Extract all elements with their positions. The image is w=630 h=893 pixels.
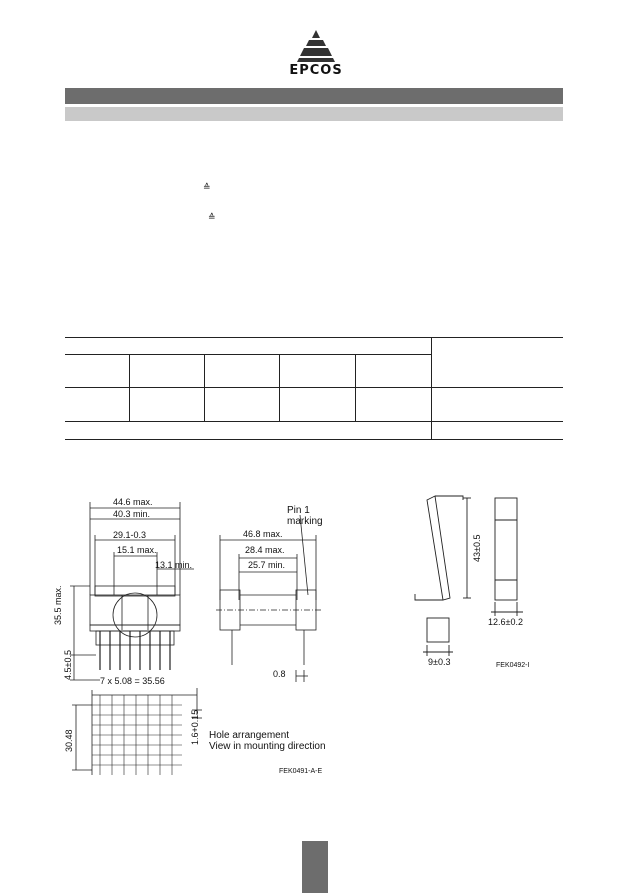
dim-9: 9±0.3 [428,657,451,667]
dim-4-5: 4.5±0.5 [63,650,73,680]
page-number-tab [302,841,328,893]
dim-43: 43±0.5 [472,534,482,562]
epcos-logo-icon [296,28,336,64]
dim-40-3: 40.3 min. [113,509,151,519]
drawing-code-2: FEK0492-I [496,662,530,669]
coil-former-front-drawing [212,500,332,685]
drawing-code-1: FEK0491-A-E [279,768,323,775]
title-bar [65,88,563,104]
pin1-label: Pin 1 [287,505,310,516]
dim-0-8: 0.8 [273,669,286,679]
symbol-1: ≙ [203,182,211,192]
dim-15-1: 15.1 max. [117,545,157,555]
logo-text: EPCOS [289,63,343,78]
dim-30-48: 30.48 [64,729,74,752]
dim-35-5: 35.5 max. [53,585,63,625]
pin1-label-2: marking [287,516,323,527]
dim-25-7: 25.7 min. [248,560,286,570]
hole-arrangement-label: Hole arrangement [209,730,290,741]
dim-28-4: 28.4 max. [245,545,285,555]
hole-arrangement-label-2: View in mounting direction [209,741,326,752]
dim-29-1: 29.1-0.3 [113,530,147,540]
dim-46-8: 46.8 max. [243,529,283,539]
dim-13-1: 13.1 min. [155,560,193,570]
dim-44-6: 44.6 max. [113,497,153,507]
dim-7x5-08: 7 x 5.08 = 35.56 [100,676,165,686]
symbol-2: ≙ [208,212,216,222]
dim-1-6: 1.6+0.15 [190,709,200,745]
dim-12-6: 12.6±0.2 [488,617,523,627]
subtitle-bar [65,107,563,121]
clamp-drawing [405,490,555,670]
